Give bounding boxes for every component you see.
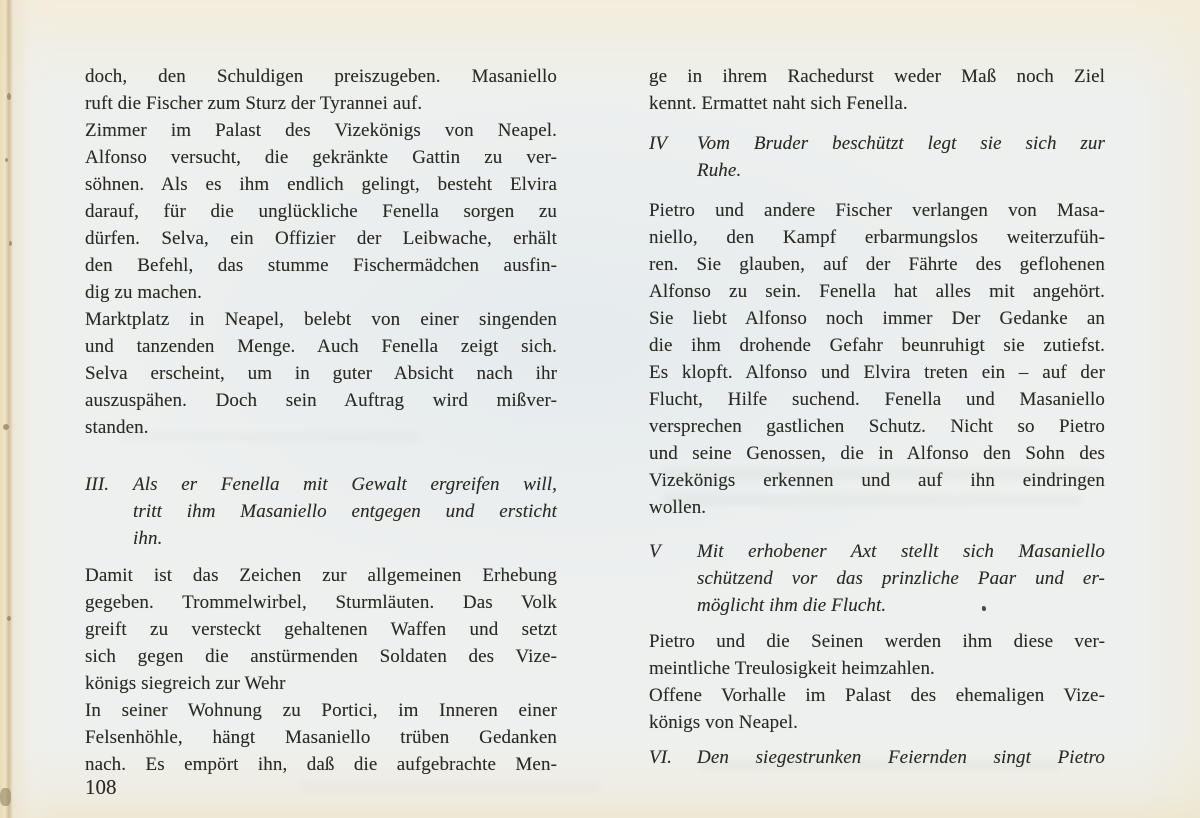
text-line: nach. Es empört ihn, daß die aufgebrachte Men- [85, 754, 557, 775]
text-line: Pietro und andere Fischer verlangen von Masa- [649, 200, 1105, 221]
paper-speck [7, 616, 11, 621]
text-line: Alfonso zu sein. Fenella hat alles mit angehört. [649, 281, 1105, 302]
text-line: Mit erhobener Axt stellt sich Masaniello [697, 541, 1105, 562]
text-line: standen. [85, 417, 149, 438]
paragraph [649, 63, 1105, 117]
section-heading-text [697, 744, 1105, 771]
section-number: V [649, 541, 661, 562]
text-line: und seine Genossen, die in Alfonso den Sohn des [649, 443, 1105, 464]
section-number: III. [85, 474, 110, 495]
text-line: Pietro und die Seinen werden ihm diese ver- [649, 631, 1105, 652]
text-line: Den siegestrunken Feiernden singt Pietro [697, 747, 1105, 768]
text-line: königs von Neapel. [649, 712, 799, 733]
corner-stain [0, 788, 11, 806]
text-line: königs siegreich zur Wehr [85, 673, 286, 694]
right-column [649, 63, 1105, 771]
section-heading-text [697, 538, 1105, 619]
text-line: Zimmer im Palast des Vizekönigs von Neapel. [85, 120, 557, 141]
text-line: auszuspähen. Doch sein Auftrag wird mißver- [85, 390, 557, 411]
text-line: Sie liebt Alfonso noch immer Der Gedanke an [649, 308, 1105, 329]
text-line: den Befehl, das stumme Fischermädchen ausfin- [85, 255, 557, 276]
text-line: Marktplatz in Neapel, belebt von einer singenden [85, 309, 557, 330]
text-line: Flucht, Hilfe suchend. Fenella und Masaniello [649, 389, 1105, 410]
section-heading [649, 538, 1105, 619]
text-line: ge in ihrem Rachedurst weder Maß noch Ziel [649, 66, 1105, 87]
text-line: ihn. [133, 528, 163, 549]
text-line: dig zu machen. [85, 282, 202, 303]
section-heading [85, 471, 557, 552]
showthrough-smudge [300, 782, 600, 792]
paper-speck [7, 93, 11, 100]
text-line: doch, den Schuldigen preiszugeben. Masaniello [85, 66, 557, 87]
text-line: Damit ist das Zeichen zur allgemeinen Erhebung [85, 565, 557, 586]
paragraph [85, 306, 557, 441]
paragraph [649, 628, 1105, 682]
paragraph [649, 197, 1105, 521]
section-heading [649, 130, 1105, 184]
text-line: ruft die Fischer zum Sturz der Tyrannei auf. [85, 93, 423, 114]
text-line: Felsenhöhle, hängt Masaniello trüben Gedanken [85, 727, 557, 748]
text-line: meintliche Treulosigkeit heimzahlen. [649, 658, 935, 679]
text-line: tritt ihm Masaniello entgegen und ersticht [133, 501, 557, 522]
text-line: Als er Fenella mit Gewalt ergreifen will, [133, 474, 557, 495]
paragraph [649, 682, 1105, 736]
text-line: Selva erscheint, um in guter Absicht nach ihr [85, 363, 557, 384]
text-line: Alfonso versucht, die gekränkte Gattin zu ver- [85, 147, 557, 168]
section-heading [649, 744, 1105, 771]
section-heading-text [697, 130, 1105, 184]
text-line: niello, den Kampf erbarmungslos weiterzufüh- [649, 227, 1105, 248]
text-line: dürfen. Selva, ein Offizier der Leibwache, erhält [85, 228, 557, 249]
text-line: söhnen. Als es ihm endlich gelingt, besteht Elvira [85, 174, 557, 195]
text-line: ren. Sie glauben, auf der Fährte des geflohenen [649, 254, 1105, 275]
text-line: darauf, für die unglückliche Fenella sorgen zu [85, 201, 557, 222]
text-line: und tanzenden Menge. Auch Fenella zeigt sich. [85, 336, 557, 357]
text-line: wollen. [649, 497, 707, 518]
text-line: Vom Bruder beschützt legt sie sich zur [697, 133, 1105, 154]
text-line: In seiner Wohnung zu Portici, im Inneren einer [85, 700, 557, 721]
text-line: gegeben. Trommelwirbel, Sturmläuten. Das Volk [85, 592, 557, 613]
text-line: Offene Vorhalle im Palast des ehemaligen Vize- [649, 685, 1105, 706]
text-line: Es klopft. Alfonso und Elvira treten ein – auf der [649, 362, 1105, 383]
section-number: VI. [649, 747, 672, 768]
paragraph [85, 697, 557, 778]
paper-speck [9, 241, 12, 246]
paragraph [85, 63, 557, 117]
text-line: Ruhe. [697, 160, 742, 181]
text-line: kennt. Ermattet naht sich Fenella. [649, 93, 908, 114]
text-line: sich gegen die anstürmenden Soldaten des Vize- [85, 646, 557, 667]
section-number: IV [649, 133, 668, 154]
paper-speck [3, 424, 9, 430]
paragraph [85, 562, 557, 697]
text-line: möglicht ihm die Flucht. [697, 595, 887, 616]
text-line: versprechen gastlichen Schutz. Nicht so Pietro [649, 416, 1105, 437]
paragraph [85, 117, 557, 306]
page-number: 108 [85, 775, 117, 799]
paper-speck [5, 158, 8, 162]
text-line: die ihm drohende Gefahr beunruhigt sie zutiefst. [649, 335, 1105, 356]
text-line: greift zu versteckt gehaltenen Waffen und setzt [85, 619, 557, 640]
text-line: Vizekönigs erkennen und auf ihn eindringen [649, 470, 1105, 491]
section-heading-text [133, 471, 557, 552]
text-line: schützend vor das prinzliche Paar und er- [697, 568, 1105, 589]
left-column [85, 63, 557, 778]
